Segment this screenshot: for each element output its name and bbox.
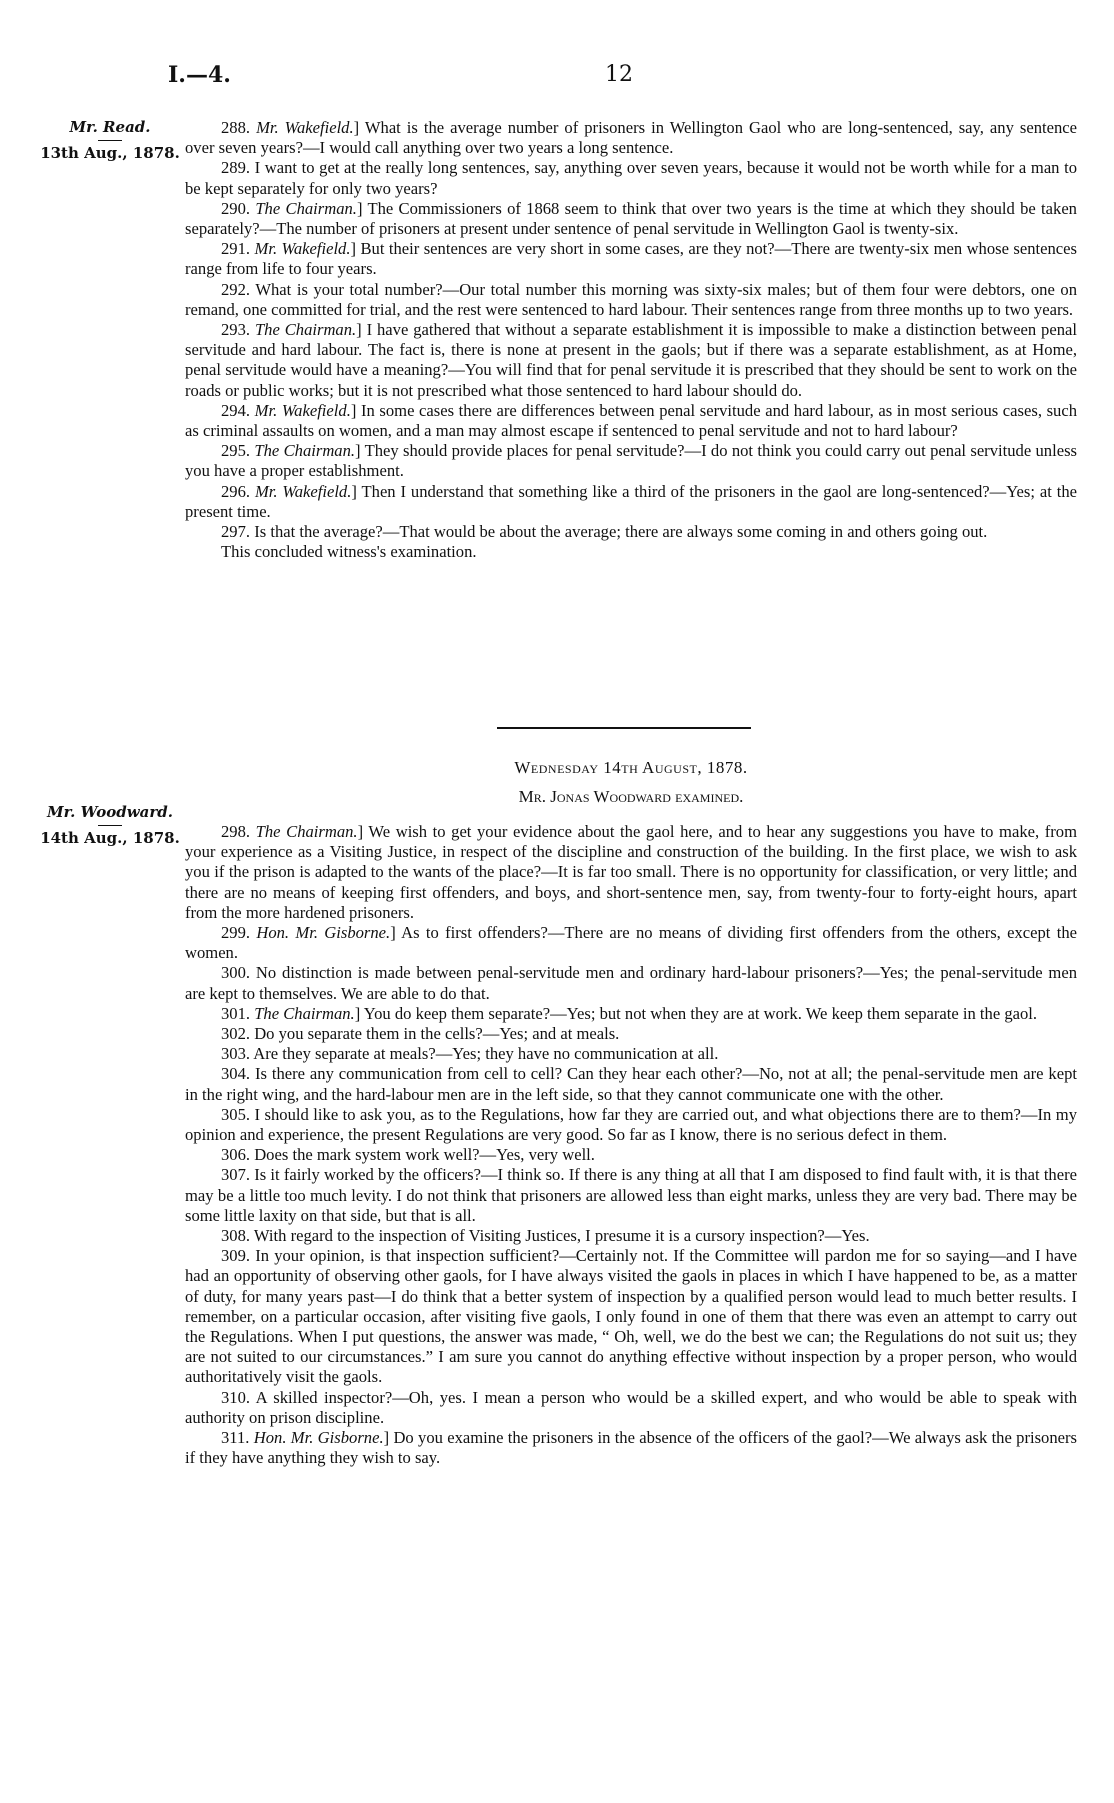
section-date-heading: Wednesday 14th August, 1878.	[514, 758, 748, 777]
margin-witness-name: Mr. Woodward.	[47, 803, 173, 821]
testimony-paragraph: 303. Are they separate at meals?—Yes; they have no communication at all.	[221, 1044, 719, 1064]
testimony-paragraph: 291. Mr. Wakefield.] But their sentences are very short in some cases, are they not?—There are twenty-six men whose sentences range from life to four years.	[185, 239, 1077, 279]
speaker-name: Mr. Wakefield.	[254, 481, 352, 501]
speaker-name: The Chairman.	[254, 1003, 355, 1023]
testimony-paragraph: 305. I should like to ask you, as to the Regulations, how far they are carried out, and what objections there are to them?—In my opinion and experience, the present Regulations are very good. So far as I know, there is no serious defect in them.	[185, 1104, 1077, 1145]
testimony-paragraph: 310. A skilled inspector?—Oh, yes. I mean a person who would be a skilled expert, and who would be able to speak with authority on prison discipline.	[185, 1387, 1077, 1427]
testimony-paragraph: 309. In your opinion, is that inspection sufficient?—Certainly not. If the Committee will pardon me for so saying—and I have had an opportunity of observing other gaols, for I have always visited the gaols in places in which I have happened to be, as a matter of duty, for many years past—I do think that a better system of inspection by a qualified person would lead to much better results. I remember, on a particular occasion, after visiting five gaols, I only found in one of them that there was even an attempt to carry out the Regulations. When I put questions, the answer was made, “ Oh, well, we do the best we can; the Regulations do not suit us; they are not suited to our circumstances.” I am sure you cannot do anything effective without inspection by a proper person, who would authoritatively visit the gaols.	[185, 1246, 1077, 1387]
testimony-paragraph: 290. The Chairman.] The Commissioners of 1868 seem to think that over two years is the time at which they should be taken separately?—The number of prisoners at present under sentence of penal servitude in Wellington Gaol is twenty-six.	[185, 198, 1077, 239]
testimony-paragraph: 306. Does the mark system work well?—Yes, very well.	[221, 1145, 595, 1165]
testimony-paragraph: 288. Mr. Wakefield.] What is the average number of prisoners in Wellington Gaol who are long-sentenced, say, any sentence over seven years?—I would call anything over two years a long sentence.	[185, 118, 1077, 158]
testimony-paragraph: 295. The Chairman.] They should provide places for penal servitude?—I do not think you could carry out penal servitude unless you have a proper establishment.	[185, 441, 1077, 481]
page-header	[160, 62, 1090, 92]
document-reference: I.—4.	[168, 62, 231, 88]
margin-rule	[98, 140, 122, 141]
speaker-name: Hon. Mr. Gisborne.	[253, 1428, 384, 1448]
testimony-paragraph: 297. Is that the average?—That would be about the average; there are always some coming in and others going out.	[221, 522, 988, 542]
speaker-name: Hon. Mr. Gisborne.	[256, 923, 391, 943]
testimony-paragraph: 301. The Chairman.] You do keep them separate?—Yes; but not when they are at work. We keep them separate in the gaol.	[221, 1003, 1038, 1023]
testimony-paragraph: 304. Is there any communication from cell to cell? Can they hear each other?—No, not at all; the penal-servitude men are kept in the right wing, and the hard-labour men are in the left side, so that they cannot communicate one with the other.	[185, 1064, 1077, 1104]
testimony-paragraph: 308. With regard to the inspection of Visiting Justices, I presume it is a cursory inspection?—Yes.	[221, 1226, 870, 1246]
testimony-paragraph: 296. Mr. Wakefield.] Then I understand that something like a third of the prisoners in the gaol are long-sentenced?—Yes; at the present time.	[185, 481, 1077, 521]
testimony-paragraph: 293. The Chairman.] I have gathered that without a separate establishment it is impossible to make a distinction between penal servitude and hard labour. The fact is, there is none at present in the gaols; but if there was a separate establishment, as at Home, penal servitude would have a meaning?—You will find that for penal servitude it is prescribed that they should be sent to work on the roads or public works; but it is not prescribed what those sentenced to hard labour should do.	[185, 320, 1077, 400]
speaker-name: Mr. Wakefield.	[254, 400, 351, 420]
speaker-name: The Chairman.	[255, 822, 358, 841]
margin-note-read	[40, 118, 180, 162]
speaker-name: The Chairman.	[254, 441, 356, 461]
speaker-name: Mr. Wakefield.	[256, 118, 354, 137]
margin-date: 14th Aug., 1878.	[40, 829, 180, 847]
speaker-name: The Chairman.	[254, 320, 357, 340]
testimony-paragraph: 299. Hon. Mr. Gisborne.] As to first offenders?—There are no means of dividing first offenders from the others, except the women.	[185, 923, 1077, 963]
testimony-paragraph: 300. No distinction is made between penal-servitude men and ordinary hard-labour prisoners?—Yes; the penal-servitude men are kept to themselves. We are able to do that.	[185, 963, 1077, 1003]
testimony-section-woodward	[185, 822, 1077, 1469]
margin-date: 13th Aug., 1878.	[40, 144, 180, 162]
testimony-paragraph: 294. Mr. Wakefield.] In some cases there are differences between penal servitude and hard labour, as in most serious cases, such as criminal assaults on women, and a man may almost escape if sentenced to penal servitude and not to hard labour?	[185, 400, 1077, 441]
testimony-paragraph: 311. Hon. Mr. Gisborne.] Do you examine the prisoners in the absence of the officers of the gaol?—We always ask the prisoners if they have anything they wish to say.	[185, 1428, 1077, 1468]
examination-conclusion: This concluded witness's examination.	[221, 542, 477, 562]
speaker-name: The Chairman.	[255, 198, 357, 218]
page-number: 12	[605, 62, 633, 87]
testimony-paragraph: 292. What is your total number?—Our total number this morning was sixty-six males; but of them four were debtors, one on remand, one committed for trial, and the rest were sentenced to hard labour. Their sentences range from three months up to two years.	[185, 279, 1077, 319]
section-divider	[497, 727, 751, 729]
section-examination-heading: Mr. Jonas Woodward examined.	[518, 787, 744, 806]
testimony-section-read	[185, 118, 1077, 562]
testimony-paragraph: 289. I want to get at the really long sentences, say, anything over seven years, because it would not be worth while for a man to be kept separately for only two years?	[185, 158, 1077, 198]
testimony-paragraph: 302. Do you separate them in the cells?—Yes; and at meals.	[221, 1024, 620, 1044]
testimony-paragraph: 298. The Chairman.] We wish to get your evidence about the gaol here, and to hear any suggestions you have to make, from your experience as a Visiting Justice, in respect of the discipline and construction of the building. In the first place, we wish to ask you if the prison is adapted to the wants of the place?—It is far too small. There is no opportunity for classification, or very little; and there are no means of keeping first offenders, and boys, and short-sentence men, say, from twenty-four to forty-eight hours, apart from the more hardened prisoners.	[185, 822, 1077, 922]
margin-witness-name: Mr. Read.	[69, 118, 151, 136]
speaker-name: Mr. Wakefield.	[254, 239, 351, 259]
margin-rule	[98, 825, 122, 826]
testimony-paragraph: 307. Is it fairly worked by the officers?—I think so. If there is any thing at all that I am disposed to find fault with, it is that there may be a little too much levity. I do not think that prisoners are allowed less than eight marks, unless they are very bad. There may be some little laxity on that side, but that is all.	[185, 1165, 1077, 1225]
margin-note-woodward	[40, 803, 180, 847]
